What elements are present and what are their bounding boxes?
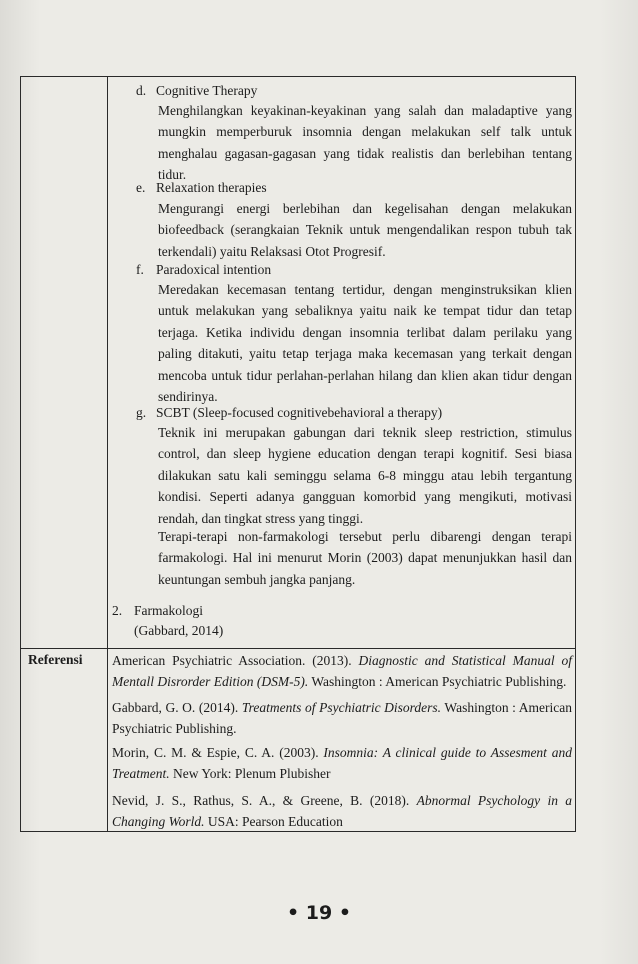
reference-item bbox=[112, 697, 572, 739]
farmakologi-heading bbox=[112, 601, 203, 621]
reference-authors: American Psychiatric Association. (2013). bbox=[112, 653, 352, 668]
reference-title: Insomnia: A clinical guide to Assesment and Treatment. bbox=[112, 745, 572, 781]
reference-authors: Nevid, J. S., Rathus, S. A., & Greene, B. (2018). bbox=[112, 793, 410, 808]
item-marker: e. bbox=[136, 180, 146, 195]
reference-publisher: Washington : American Psychiatric Publishing. bbox=[311, 674, 567, 689]
item-title: Farmakologi bbox=[134, 603, 203, 618]
reference-authors: Gabbard, G. O. (2014). bbox=[112, 700, 239, 715]
therapy-item-scbt bbox=[136, 403, 442, 423]
item-title: Cognitive Therapy bbox=[156, 83, 258, 98]
column-divider bbox=[107, 77, 108, 831]
therapy-item-cognitive bbox=[136, 81, 257, 101]
reference-publisher: New York: Plenum Plubisher bbox=[173, 766, 331, 781]
row-divider bbox=[21, 648, 575, 649]
reference-item bbox=[112, 742, 572, 784]
item-marker: f. bbox=[136, 262, 144, 277]
therapy-item-relaxation bbox=[136, 178, 267, 198]
farmakologi-citation: (Gabbard, 2014) bbox=[134, 623, 224, 638]
therapy-item-paradoxical bbox=[136, 260, 271, 280]
reference-title: Diagnostic and Statistical Manual of Mentall Disrorder Edition (DSM-5). bbox=[112, 653, 573, 689]
reference-title: Treatments of Psychiatric Disorders. bbox=[241, 700, 442, 715]
item-marker: 2. bbox=[112, 603, 123, 618]
item-marker: d. bbox=[136, 83, 147, 98]
therapy-desc-paradoxical: Meredakan kecemasan tentang tertidur, dengan menginstruksikan klien untuk melakukan yang sebaliknya yaitu naik ke tempat tidur dan tetap terjaga. Ketika individu dengan insomnia terlibat dalam perilaku yang paling ditakuti, yaitu tetap terjaga maka kecemasan yang terkait dengan mencoba untuk tidur perlahan-perlahan hilang dan klien akan tidur dengan sendirinya. bbox=[158, 282, 572, 405]
reference-authors: Morin, C. M. & Espie, C. A. (2003). bbox=[112, 745, 319, 760]
reference-publisher: Washington : American Psychiatric Publishing. bbox=[112, 700, 573, 736]
page-number: • 19 • bbox=[287, 902, 351, 924]
closing-paragraph: Terapi-terapi non-farmakologi tersebut perlu dibarengi dengan terapi farmakologi. Hal ini menurut Morin (2003) dapat menunjukkan hasil dan keuntungan sembuh jangka panjang. bbox=[158, 529, 572, 587]
therapy-desc-relaxation: Mengurangi energi berlebihan dan kegelisahan dengan melakukan biofeedback (serangkaian Teknik untuk mengendalikan respon tubuh tak terkendali) yaitu Relaksasi Otot Progresif. bbox=[158, 201, 572, 259]
reference-title: Abnormal Psychology in a Changing World. bbox=[112, 793, 573, 829]
reference-item bbox=[112, 790, 572, 832]
therapy-desc-cognitive: Menghilangkan keyakinan-keyakinan yang salah dan maladaptive yang mungkin memperburuk insomnia dengan melakukan self talk untuk menghalau gagasan-gagasan yang tidak realistis dan berlebihan tentang tidur. bbox=[158, 103, 572, 183]
item-title: SCBT (Sleep-focused cognitivebehavioral a therapy) bbox=[156, 405, 443, 420]
reference-item bbox=[112, 650, 572, 692]
reference-publisher: USA: Pearson Education bbox=[207, 814, 343, 829]
therapy-desc-scbt: Teknik ini merupakan gabungan dari teknik sleep restriction, stimulus control, dan sleep hygiene education dengan terapi kognitif. Sesi biasa dilakukan satu kali seminggu selama 6-8 minggu atau lebih tergantung kondisi. Seperti adanya gangguan komorbid yang mengikuti, motivasi rendah, dan tingkat stress yang tinggi. bbox=[158, 425, 572, 526]
referensi-label: Referensi bbox=[28, 652, 83, 667]
item-title: Relaxation therapies bbox=[156, 180, 267, 195]
item-title: Paradoxical intention bbox=[156, 262, 272, 277]
item-marker: g. bbox=[136, 405, 147, 420]
